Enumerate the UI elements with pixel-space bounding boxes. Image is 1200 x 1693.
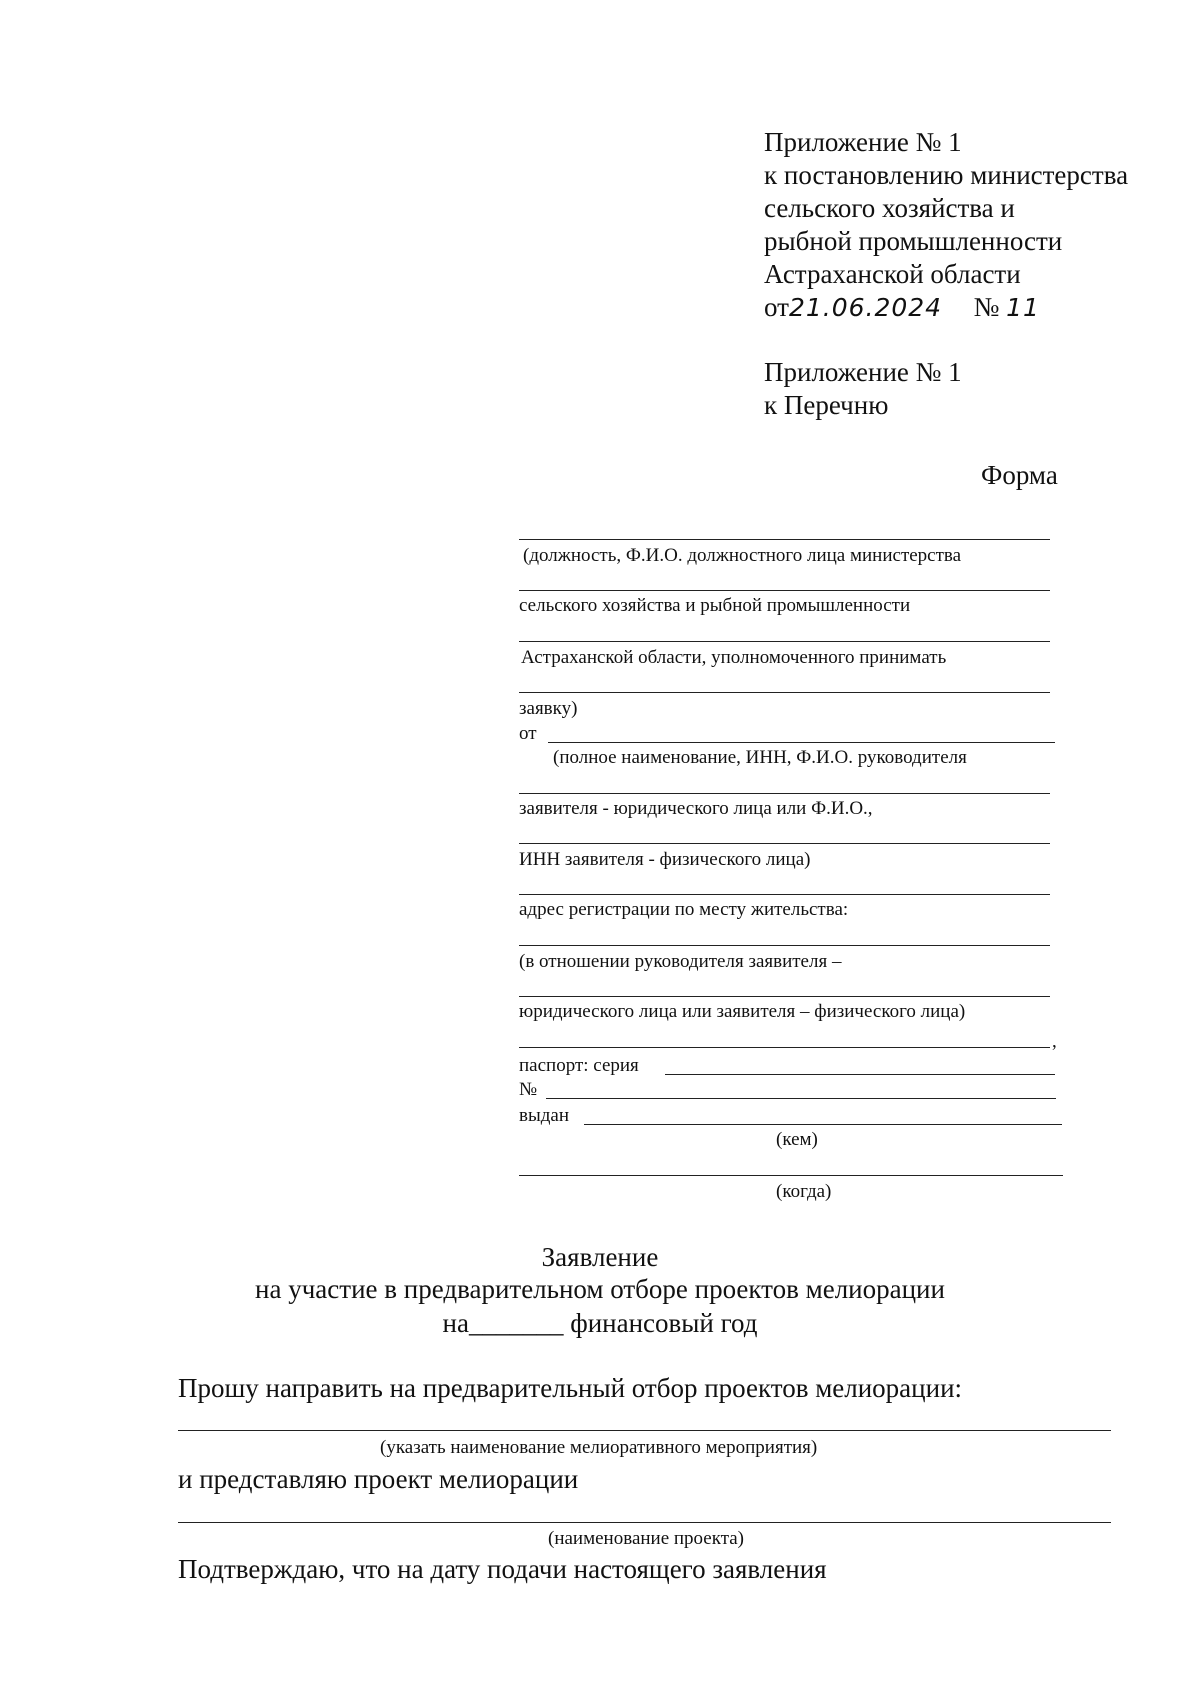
appendix-line-3: рыбной промышленности — [764, 226, 1063, 256]
appendix-line-4: Астраханской области — [764, 259, 1021, 289]
addressee-hint-4: заявку) — [519, 698, 578, 719]
blank-line — [519, 1047, 1050, 1048]
appendix-line-2: сельского хозяйства и — [764, 193, 1015, 223]
sub-appendix-title: Приложение № 1 — [764, 357, 962, 387]
applicant-hint-6: юридического лица или заявителя – физического лица) — [519, 1001, 966, 1022]
measure-hint: (указать наименование мелиоративного мероприятия) — [380, 1437, 818, 1458]
when-hint: (когда) — [776, 1181, 832, 1202]
addressee-hint-1: (должность, Ф.И.О. должностного лица министерства — [523, 545, 962, 566]
passport-series-label: паспорт: серия — [519, 1055, 639, 1076]
appendix-line-1: к постановлению министерства — [764, 160, 1129, 190]
applicant-hint-2: заявителя - юридического лица или Ф.И.О., — [519, 798, 873, 819]
project-hint: (наименование проекта) — [548, 1528, 745, 1549]
statement-year-line — [0, 1306, 1200, 1340]
sub-appendix — [764, 356, 962, 422]
blank-line — [519, 692, 1050, 693]
statement-title: Заявление — [541, 1242, 659, 1272]
from-label: от — [519, 723, 537, 744]
appendix-title: Приложение № 1 — [764, 127, 962, 157]
by-whom-hint: (кем) — [776, 1129, 818, 1150]
date-prefix: от — [764, 292, 789, 322]
year-suffix: финансовый год — [563, 1308, 758, 1338]
year-blank: _______ — [468, 1308, 564, 1338]
blank-line — [519, 641, 1050, 642]
blank-line — [519, 843, 1050, 844]
confirm-line: Подтверждаю, что на дату подачи настоящего заявления — [178, 1554, 827, 1584]
appendix-header — [764, 126, 1128, 324]
passport-number-label: № — [519, 1079, 538, 1100]
blank-line — [519, 894, 1050, 895]
addressee-hint-2: сельского хозяйства и рыбной промышленности — [519, 595, 911, 616]
project-blank — [178, 1522, 1111, 1523]
from-blank-line — [548, 742, 1055, 743]
measure-blank — [178, 1430, 1111, 1431]
handwritten-date: 21.06.2024 — [788, 293, 943, 322]
blank-line — [519, 539, 1050, 540]
number-prefix: № — [973, 292, 1000, 322]
sub-appendix-line: к Перечню — [764, 390, 889, 420]
applicant-hint-4: адрес регистрации по месту жительства: — [519, 899, 849, 920]
issued-label: выдан — [519, 1105, 570, 1126]
passport-series-blank — [665, 1074, 1055, 1075]
form-label: Форма — [981, 460, 1058, 490]
issued-blank — [584, 1124, 1062, 1125]
year-prefix: на — [442, 1308, 469, 1338]
blank-line — [519, 793, 1050, 794]
applicant-hint-3: ИНН заявителя - физического лица) — [519, 849, 811, 870]
applicant-hint-1: (полное наименование, ИНН, Ф.И.О. руководителя — [553, 747, 967, 768]
blank-line — [519, 945, 1050, 946]
comma: , — [1052, 1031, 1057, 1052]
project-line: и представляю проект мелиорации — [178, 1464, 579, 1494]
handwritten-number: 11 — [1006, 293, 1040, 322]
blank-line — [519, 590, 1050, 591]
statement-subtitle: на участие в предварительном отборе проектов мелиорации — [255, 1274, 945, 1304]
addressee-hint-3: Астраханской области, уполномоченного принимать — [521, 647, 947, 668]
applicant-hint-5: (в отношении руководителя заявителя – — [519, 951, 842, 972]
blank-line — [519, 996, 1050, 997]
passport-number-blank — [546, 1098, 1056, 1099]
date-number-line — [764, 291, 1128, 324]
request-line: Прошу направить на предварительный отбор проектов мелиорации: — [178, 1373, 963, 1403]
when-blank — [519, 1175, 1063, 1176]
